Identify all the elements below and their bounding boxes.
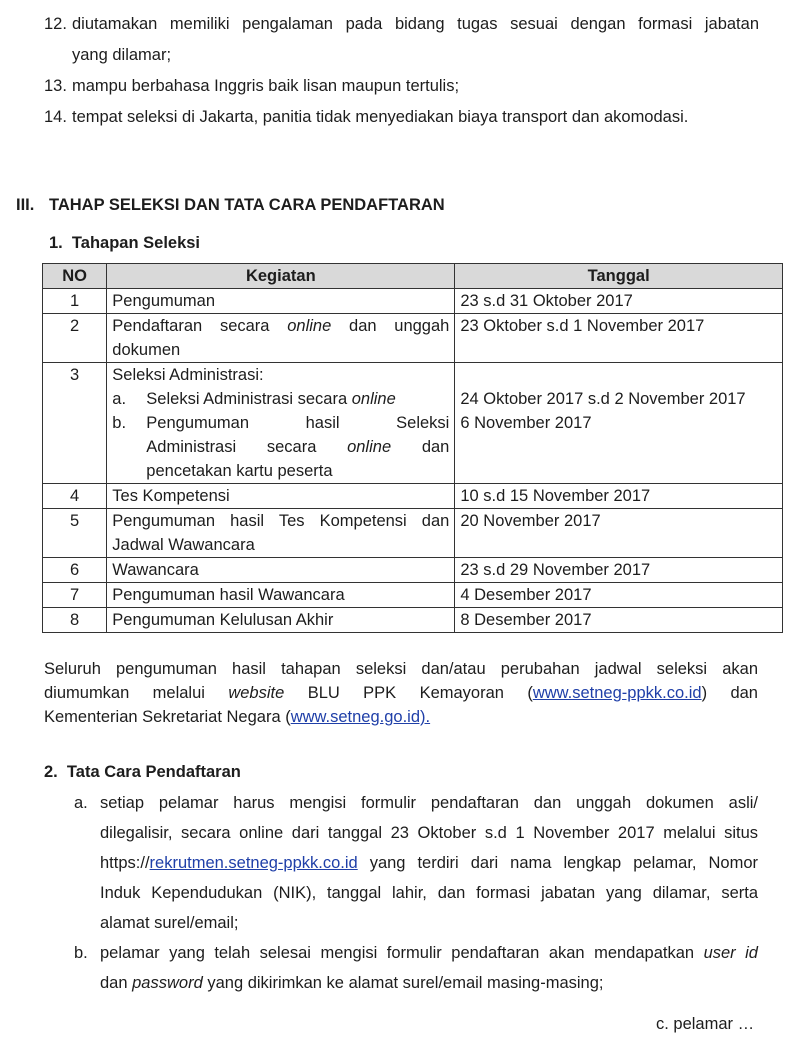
column-header: NO [43, 264, 107, 289]
item-line: dilegalisir, secara online dari tanggal 23 Oktober s.d 1 November 2017 melalui situs [100, 824, 758, 842]
row-activity: Seleksi Administrasi: a. Seleksi Administrasi secara online b. Pengumuman hasil Seleksi Administrasi secara online dan pencetakan kartu peserta [107, 363, 455, 484]
list-number: 14. [44, 108, 67, 126]
item-line: dan password yang dikirimkan ke alamat surel/email masing-masing; [100, 974, 604, 992]
item-line: setiap pelamar harus mengisi formulir pendaftaran dan unggah dokumen asli/ [100, 794, 758, 812]
item-label: b. [74, 944, 88, 962]
row-number: 8 [43, 608, 107, 633]
row-activity: Tes Kompetensi [107, 484, 455, 509]
website-link[interactable]: www.setneg-ppkk.co.id [532, 684, 702, 702]
item-line: alamat surel/email; [100, 914, 239, 932]
row-activity: Pengumuman hasil Tes Kompetensi dan Jadwal Wawancara [107, 509, 455, 558]
subsection-title: 1. Tahapan Seleksi [49, 234, 201, 252]
row-date: 20 November 2017 [455, 509, 783, 558]
table-header-row [43, 264, 783, 289]
schedule-table [42, 263, 783, 633]
row-activity: Pendaftaran secara online dan unggah dokumen [107, 314, 455, 363]
row-number: 6 [43, 558, 107, 583]
row-number: 2 [43, 314, 107, 363]
row-date: 23 s.d 31 Oktober 2017 [455, 289, 783, 314]
list-item-text: diutamakan memiliki pengalaman pada bidang tugas sesuai dengan formasi jabatan [72, 15, 759, 33]
list-item [100, 788, 758, 938]
row-number: 7 [43, 583, 107, 608]
list-number: 13. [44, 77, 67, 95]
row-activity: Pengumuman hasil Wawancara [107, 583, 455, 608]
table-row [43, 484, 783, 509]
column-header: Kegiatan [107, 264, 455, 289]
list-item-text: tempat seleksi di Jakarta, panitia tidak menyediakan biaya transport dan akomodasi. [72, 108, 689, 126]
table-row [43, 289, 783, 314]
paragraph-line: Kementerian Sekretariat Negara (www.setneg.go.id). [44, 708, 431, 726]
list-number: 12. [44, 15, 67, 33]
row-date: 24 Oktober 2017 s.d 2 November 2017 6 November 2017 [455, 363, 783, 484]
row-number: 3 [43, 363, 107, 484]
row-number: 5 [43, 509, 107, 558]
item-line: pelamar yang telah selesai mengisi formulir pendaftaran akan mendapatkan user id [100, 944, 758, 962]
row-number: 4 [43, 484, 107, 509]
row-date: 8 Desember 2017 [455, 608, 783, 633]
table-row [43, 583, 783, 608]
registration-link[interactable]: rekrutmen.setneg-ppkk.co.id [149, 854, 358, 872]
row-activity: Pengumuman [107, 289, 455, 314]
website-link[interactable]: www.setneg.go.id). [290, 708, 431, 726]
list-item-text: mampu berbahasa Inggris baik lisan maupun tertulis; [72, 77, 460, 95]
table-row [43, 558, 783, 583]
row-date: 23 Oktober s.d 1 November 2017 [455, 314, 783, 363]
row-activity: Wawancara [107, 558, 455, 583]
paragraph-line: diumumkan melalui website BLU PPK Kemayoran (www.setneg-ppkk.co.id) dan [44, 684, 758, 702]
table-row [43, 608, 783, 633]
item-line: https://rekrutmen.setneg-ppkk.co.id yang terdiri dari nama lengkap pelamar, Nomor [100, 854, 758, 872]
announcement-paragraph [44, 657, 758, 729]
list-item-text: yang dilamar; [72, 46, 172, 64]
table-row [43, 314, 783, 363]
row-date: 23 s.d 29 November 2017 [455, 558, 783, 583]
section-number: III. [16, 196, 35, 214]
subsection-title: 2. Tata Cara Pendaftaran [44, 763, 241, 781]
table-row [43, 509, 783, 558]
section-title: TAHAP SELEKSI DAN TATA CARA PENDAFTARAN [49, 196, 445, 214]
row-date: 10 s.d 15 November 2017 [455, 484, 783, 509]
column-header: Tanggal [455, 264, 783, 289]
row-number: 1 [43, 289, 107, 314]
table-row [43, 363, 783, 484]
list-item [100, 938, 758, 998]
item-label: a. [74, 794, 88, 812]
continuation-text: c. pelamar … [656, 1015, 755, 1033]
row-activity: Pengumuman Kelulusan Akhir [107, 608, 455, 633]
row-date: 4 Desember 2017 [455, 583, 783, 608]
item-line: Induk Kependudukan (NIK), tanggal lahir, dan formasi jabatan yang dilamar, serta [100, 884, 758, 902]
paragraph-line: Seluruh pengumuman hasil tahapan seleksi dan/atau perubahan jadwal seleksi akan [44, 660, 758, 678]
